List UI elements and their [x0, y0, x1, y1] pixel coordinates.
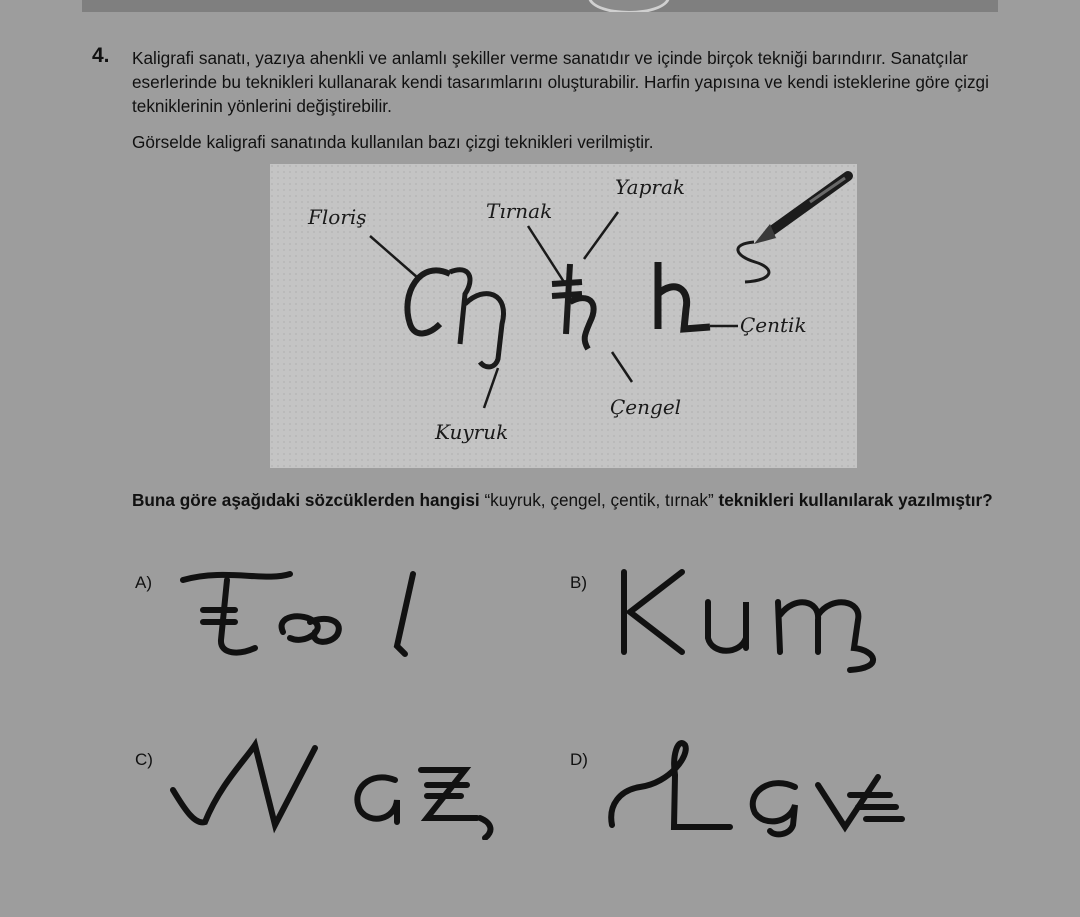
- calligraphy-techniques-figure: [270, 164, 857, 468]
- calligraphy-word-lav-icon: [600, 735, 960, 845]
- question-intro: Kaligrafi sanatı, yazıya ahenkli ve anlamlı şekiller verme sanatıdır ve içinde birçok tekniği barındırır. Sanatçılar eserlerinde bu teknikleri kullanarak kendi tasarımlarını oluşturabilir. Harfin yapısına ve kendi isteklerine göre çizgi tekniklerinin yönlerini değiştirebilir.: [132, 48, 989, 116]
- option-d-letter: D): [570, 750, 588, 769]
- logo-circle-icon: [588, 0, 670, 12]
- calligraphy-word-tel-icon: [165, 560, 445, 670]
- question-stem: [132, 488, 1012, 512]
- stem-quote: “kuyruk, çengel, çentik, tırnak”: [484, 490, 714, 510]
- stem-bold-end: teknikleri kullanılarak yazılmıştır?: [718, 490, 993, 510]
- label-cengel: Çengel: [610, 395, 682, 419]
- figure-caption: Görselde kaligrafi sanatında kullanılan bazı çizgi teknikleri verilmiştir.: [132, 132, 654, 152]
- label-kuyruk: Kuyruk: [435, 420, 509, 444]
- calligraphy-word-kum-icon: [600, 560, 950, 680]
- option-b-letter: B): [570, 573, 587, 592]
- header-banner: [82, 0, 998, 12]
- question-number: 4.: [92, 44, 110, 67]
- calligraphy-word-naz-icon: [165, 730, 525, 840]
- label-yaprak: Yaprak: [615, 175, 685, 199]
- stem-bold-start: Buna göre aşağıdaki sözcüklerden hangisi: [132, 490, 480, 510]
- label-tirnak: Tırnak: [486, 199, 553, 223]
- option-a-letter: A): [135, 573, 152, 592]
- label-centik: Çentik: [740, 313, 807, 337]
- option-c-letter: C): [135, 750, 153, 769]
- label-floris: Floriş: [308, 205, 367, 229]
